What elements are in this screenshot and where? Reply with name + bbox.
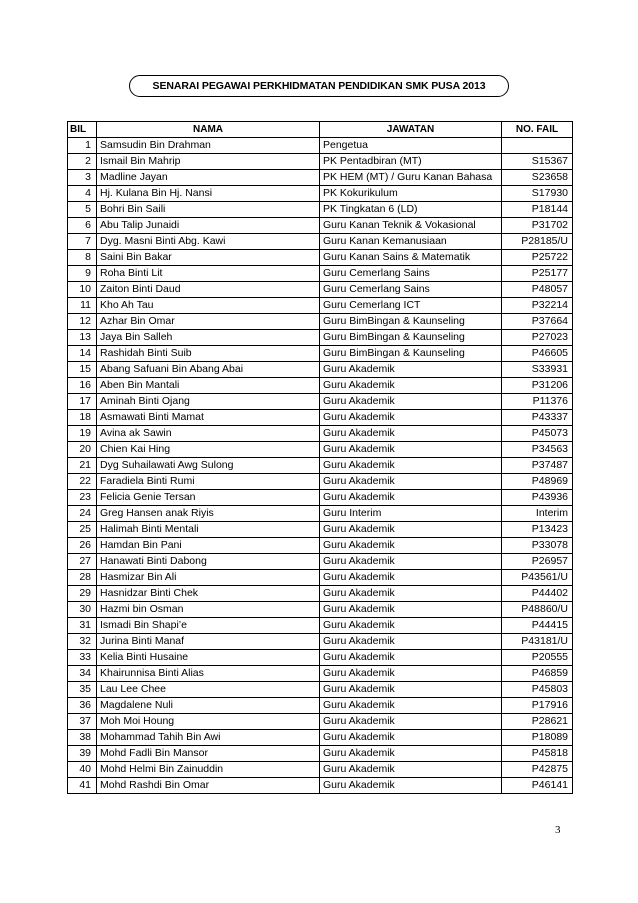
cell-bil: 35 xyxy=(68,682,97,698)
table-row xyxy=(68,330,573,346)
cell-no-fail: P20555 xyxy=(502,650,573,666)
cell-nama: Ismail Bin Mahrip xyxy=(97,154,320,170)
cell-bil: 16 xyxy=(68,378,97,394)
cell-nama: Hazmi bin Osman xyxy=(97,602,320,618)
table-row xyxy=(68,426,573,442)
cell-bil: 15 xyxy=(68,362,97,378)
table-row xyxy=(68,186,573,202)
cell-bil: 9 xyxy=(68,266,97,282)
cell-nama: Kho Ah Tau xyxy=(97,298,320,314)
cell-jawatan: Guru Akademik xyxy=(320,650,502,666)
cell-bil: 23 xyxy=(68,490,97,506)
cell-nama: Aben Bin Mantali xyxy=(97,378,320,394)
table-body xyxy=(68,138,573,794)
cell-no-fail: P46605 xyxy=(502,346,573,362)
cell-no-fail: P26957 xyxy=(502,554,573,570)
cell-no-fail: S17930 xyxy=(502,186,573,202)
cell-jawatan: Guru Akademik xyxy=(320,698,502,714)
table-row xyxy=(68,778,573,794)
table-row xyxy=(68,346,573,362)
document-title: SENARAI PEGAWAI PERKHIDMATAN PENDIDIKAN SMK PUSA 2013 xyxy=(129,75,509,97)
table-row xyxy=(68,218,573,234)
cell-no-fail: P43561/U xyxy=(502,570,573,586)
cell-no-fail: P44415 xyxy=(502,618,573,634)
table-row xyxy=(68,714,573,730)
table-row xyxy=(68,602,573,618)
cell-bil: 33 xyxy=(68,650,97,666)
cell-no-fail: P18089 xyxy=(502,730,573,746)
table-row xyxy=(68,538,573,554)
cell-no-fail: P28185/U xyxy=(502,234,573,250)
cell-jawatan: Guru Cemerlang Sains xyxy=(320,282,502,298)
cell-no-fail: Interim xyxy=(502,506,573,522)
cell-no-fail: P25177 xyxy=(502,266,573,282)
cell-jawatan: Guru Interim xyxy=(320,506,502,522)
cell-nama: Chien Kai Hing xyxy=(97,442,320,458)
cell-nama: Bohri Bin Saili xyxy=(97,202,320,218)
cell-jawatan: Guru BimBingan & Kaunseling xyxy=(320,314,502,330)
table-row xyxy=(68,282,573,298)
cell-bil: 20 xyxy=(68,442,97,458)
table-row xyxy=(68,234,573,250)
cell-nama: Asmawati Binti Mamat xyxy=(97,410,320,426)
cell-no-fail: P28621 xyxy=(502,714,573,730)
cell-jawatan: Pengetua xyxy=(320,138,502,154)
cell-no-fail: P45073 xyxy=(502,426,573,442)
cell-jawatan: Guru Akademik xyxy=(320,570,502,586)
page-number: 3 xyxy=(555,824,561,836)
cell-bil: 22 xyxy=(68,474,97,490)
cell-bil: 40 xyxy=(68,762,97,778)
table-row xyxy=(68,490,573,506)
cell-jawatan: Guru Akademik xyxy=(320,522,502,538)
cell-nama: Moh Moi Houng xyxy=(97,714,320,730)
cell-no-fail: P34563 xyxy=(502,442,573,458)
cell-bil: 30 xyxy=(68,602,97,618)
table-row xyxy=(68,522,573,538)
cell-no-fail: P27023 xyxy=(502,330,573,346)
cell-jawatan: Guru Akademik xyxy=(320,538,502,554)
cell-bil: 34 xyxy=(68,666,97,682)
cell-bil: 5 xyxy=(68,202,97,218)
cell-jawatan: Guru BimBingan & Kaunseling xyxy=(320,346,502,362)
cell-jawatan: Guru Akademik xyxy=(320,586,502,602)
cell-jawatan: Guru Akademik xyxy=(320,490,502,506)
column-header-no-fail: NO. FAIL xyxy=(502,122,573,138)
cell-jawatan: Guru Akademik xyxy=(320,426,502,442)
cell-nama: Jurina Binti Manaf xyxy=(97,634,320,650)
cell-nama: Mohd Helmi Bin Zainuddin xyxy=(97,762,320,778)
column-header-nama: NAMA xyxy=(97,122,320,138)
table-row xyxy=(68,362,573,378)
cell-bil: 17 xyxy=(68,394,97,410)
table-row xyxy=(68,634,573,650)
table-row xyxy=(68,730,573,746)
table-row xyxy=(68,570,573,586)
cell-jawatan: PK Tingkatan 6 (LD) xyxy=(320,202,502,218)
table-row xyxy=(68,410,573,426)
cell-nama: Azhar Bin Omar xyxy=(97,314,320,330)
cell-bil: 3 xyxy=(68,170,97,186)
cell-nama: Mohd Rashdi Bin Omar xyxy=(97,778,320,794)
cell-bil: 8 xyxy=(68,250,97,266)
cell-nama: Hj. Kulana Bin Hj. Nansi xyxy=(97,186,320,202)
cell-bil: 25 xyxy=(68,522,97,538)
cell-no-fail: P43337 xyxy=(502,410,573,426)
cell-jawatan: Guru Akademik xyxy=(320,730,502,746)
cell-no-fail: P13423 xyxy=(502,522,573,538)
cell-bil: 39 xyxy=(68,746,97,762)
cell-nama: Faradiela Binti Rumi xyxy=(97,474,320,490)
table-row xyxy=(68,682,573,698)
cell-no-fail: P45818 xyxy=(502,746,573,762)
cell-jawatan: PK Kokurikulum xyxy=(320,186,502,202)
cell-no-fail: P11376 xyxy=(502,394,573,410)
table-row xyxy=(68,586,573,602)
cell-jawatan: Guru Kanan Sains & Matematik xyxy=(320,250,502,266)
cell-nama: Magdalene Nuli xyxy=(97,698,320,714)
cell-nama: Greg Hansen anak Riyis xyxy=(97,506,320,522)
table-row xyxy=(68,458,573,474)
cell-bil: 13 xyxy=(68,330,97,346)
cell-nama: Kelia Binti Husaine xyxy=(97,650,320,666)
cell-jawatan: Guru Akademik xyxy=(320,778,502,794)
cell-no-fail: S23658 xyxy=(502,170,573,186)
cell-nama: Khairunnisa Binti Alias xyxy=(97,666,320,682)
cell-nama: Mohammad Tahih Bin Awi xyxy=(97,730,320,746)
cell-jawatan: Guru Akademik xyxy=(320,458,502,474)
cell-jawatan: Guru Kanan Teknik & Vokasional xyxy=(320,218,502,234)
cell-no-fail: P18144 xyxy=(502,202,573,218)
cell-nama: Aminah Binti Ojang xyxy=(97,394,320,410)
cell-nama: Jaya Bin Salleh xyxy=(97,330,320,346)
cell-jawatan: Guru Kanan Kemanusiaan xyxy=(320,234,502,250)
table-row xyxy=(68,138,573,154)
cell-jawatan: Guru Cemerlang ICT xyxy=(320,298,502,314)
cell-no-fail: P48969 xyxy=(502,474,573,490)
cell-nama: Felicia Genie Tersan xyxy=(97,490,320,506)
cell-bil: 29 xyxy=(68,586,97,602)
cell-nama: Zaiton Binti Daud xyxy=(97,282,320,298)
cell-no-fail xyxy=(502,138,573,154)
cell-no-fail: P37664 xyxy=(502,314,573,330)
cell-jawatan: Guru Akademik xyxy=(320,602,502,618)
cell-no-fail: S15367 xyxy=(502,154,573,170)
column-header-jawatan: JAWATAN xyxy=(320,122,502,138)
table-row xyxy=(68,202,573,218)
cell-bil: 37 xyxy=(68,714,97,730)
cell-no-fail: P25722 xyxy=(502,250,573,266)
cell-no-fail: P48860/U xyxy=(502,602,573,618)
cell-nama: Hanawati Binti Dabong xyxy=(97,554,320,570)
table-row xyxy=(68,250,573,266)
cell-nama: Mohd Fadli Bin Mansor xyxy=(97,746,320,762)
cell-bil: 14 xyxy=(68,346,97,362)
cell-bil: 36 xyxy=(68,698,97,714)
cell-no-fail: P46141 xyxy=(502,778,573,794)
cell-nama: Ismadi Bin Shapi’e xyxy=(97,618,320,634)
staff-table xyxy=(67,121,573,794)
table-row xyxy=(68,618,573,634)
table-row xyxy=(68,474,573,490)
cell-no-fail: P17916 xyxy=(502,698,573,714)
cell-jawatan: PK HEM (MT) / Guru Kanan Bahasa xyxy=(320,170,502,186)
cell-bil: 32 xyxy=(68,634,97,650)
cell-nama: Hasmizar Bin Ali xyxy=(97,570,320,586)
cell-jawatan: Guru BimBingan & Kaunseling xyxy=(320,330,502,346)
table-row xyxy=(68,442,573,458)
table-row xyxy=(68,394,573,410)
cell-bil: 2 xyxy=(68,154,97,170)
table-row xyxy=(68,666,573,682)
cell-no-fail: P44402 xyxy=(502,586,573,602)
cell-no-fail: P45803 xyxy=(502,682,573,698)
cell-jawatan: Guru Akademik xyxy=(320,762,502,778)
cell-nama: Samsudin Bin Drahman xyxy=(97,138,320,154)
cell-jawatan: PK Pentadbiran (MT) xyxy=(320,154,502,170)
cell-bil: 1 xyxy=(68,138,97,154)
cell-no-fail: P33078 xyxy=(502,538,573,554)
cell-bil: 24 xyxy=(68,506,97,522)
cell-bil: 21 xyxy=(68,458,97,474)
cell-bil: 18 xyxy=(68,410,97,426)
cell-nama: Avina ak Sawin xyxy=(97,426,320,442)
cell-jawatan: Guru Akademik xyxy=(320,442,502,458)
table-row xyxy=(68,298,573,314)
cell-no-fail: P43936 xyxy=(502,490,573,506)
cell-bil: 4 xyxy=(68,186,97,202)
cell-no-fail: P48057 xyxy=(502,282,573,298)
cell-bil: 12 xyxy=(68,314,97,330)
cell-nama: Hasnidzar Binti Chek xyxy=(97,586,320,602)
cell-nama: Saini Bin Bakar xyxy=(97,250,320,266)
cell-no-fail: P37487 xyxy=(502,458,573,474)
cell-bil: 28 xyxy=(68,570,97,586)
cell-jawatan: Guru Cemerlang Sains xyxy=(320,266,502,282)
table-row xyxy=(68,650,573,666)
cell-nama: Madline Jayan xyxy=(97,170,320,186)
cell-nama: Dyg. Masni Binti Abg. Kawi xyxy=(97,234,320,250)
cell-bil: 41 xyxy=(68,778,97,794)
cell-no-fail: P43181/U xyxy=(502,634,573,650)
table-header-row xyxy=(68,122,573,138)
table-row xyxy=(68,506,573,522)
cell-bil: 38 xyxy=(68,730,97,746)
table-row xyxy=(68,698,573,714)
cell-nama: Dyg Suhailawati Awg Sulong xyxy=(97,458,320,474)
table-row xyxy=(68,378,573,394)
cell-nama: Hamdan Bin Pani xyxy=(97,538,320,554)
table-row xyxy=(68,154,573,170)
cell-no-fail: P42875 xyxy=(502,762,573,778)
cell-bil: 31 xyxy=(68,618,97,634)
cell-nama: Rashidah Binti Suib xyxy=(97,346,320,362)
cell-jawatan: Guru Akademik xyxy=(320,746,502,762)
cell-bil: 27 xyxy=(68,554,97,570)
cell-jawatan: Guru Akademik xyxy=(320,410,502,426)
cell-jawatan: Guru Akademik xyxy=(320,666,502,682)
cell-bil: 10 xyxy=(68,282,97,298)
cell-jawatan: Guru Akademik xyxy=(320,714,502,730)
cell-jawatan: Guru Akademik xyxy=(320,634,502,650)
cell-jawatan: Guru Akademik xyxy=(320,618,502,634)
table-row xyxy=(68,746,573,762)
cell-no-fail: P46859 xyxy=(502,666,573,682)
table-row xyxy=(68,554,573,570)
cell-bil: 11 xyxy=(68,298,97,314)
cell-nama: Halimah Binti Mentali xyxy=(97,522,320,538)
cell-jawatan: Guru Akademik xyxy=(320,362,502,378)
cell-nama: Abang Safuani Bin Abang Abai xyxy=(97,362,320,378)
cell-no-fail: P31702 xyxy=(502,218,573,234)
table-row xyxy=(68,762,573,778)
cell-jawatan: Guru Akademik xyxy=(320,682,502,698)
cell-bil: 26 xyxy=(68,538,97,554)
cell-jawatan: Guru Akademik xyxy=(320,394,502,410)
cell-bil: 7 xyxy=(68,234,97,250)
table-row xyxy=(68,266,573,282)
cell-jawatan: Guru Akademik xyxy=(320,554,502,570)
cell-nama: Lau Lee Chee xyxy=(97,682,320,698)
table-row xyxy=(68,314,573,330)
cell-nama: Roha Binti Lit xyxy=(97,266,320,282)
cell-jawatan: Guru Akademik xyxy=(320,474,502,490)
column-header-bil: BIL xyxy=(68,122,97,138)
cell-no-fail: S33931 xyxy=(502,362,573,378)
cell-bil: 19 xyxy=(68,426,97,442)
cell-nama: Abu Talip Junaidi xyxy=(97,218,320,234)
cell-jawatan: Guru Akademik xyxy=(320,378,502,394)
table-row xyxy=(68,170,573,186)
cell-no-fail: P31206 xyxy=(502,378,573,394)
cell-bil: 6 xyxy=(68,218,97,234)
cell-no-fail: P32214 xyxy=(502,298,573,314)
